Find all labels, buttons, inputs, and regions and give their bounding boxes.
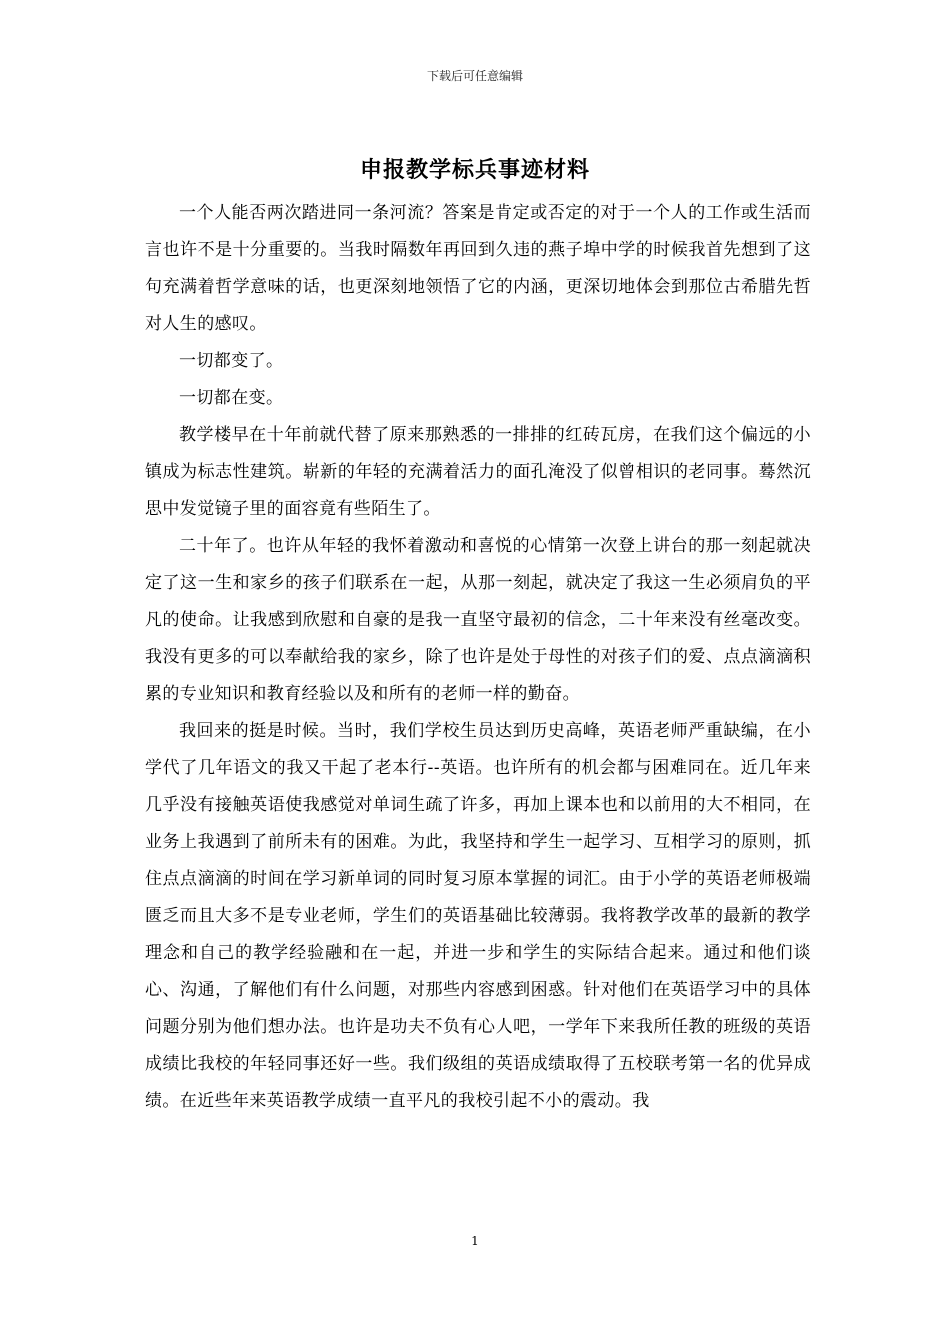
header-note: 下载后可任意编辑 [426,69,523,83]
page-number: 1 [471,1234,479,1248]
paragraph-2: 一切都变了。 [179,351,284,371]
document-body [145,195,811,1120]
paragraph-3: 一切都在变。 [179,388,284,408]
document-title: 申报教学标兵事迹材料 [359,157,590,183]
paragraph-5: 二十年了。也许从年轻的我怀着激动和喜悦的心情第一次登上讲台的那一刻起就决定了这一生和家乡的孩子们联系在一起，从那一刻起，就决定了我这一生必须肩负的平凡的使命。让我感到欣慰和自豪的是我一直坚守最初的信念，二十年来没有丝毫改变。我没有更多的可以奉献给我的家乡，除了也许是处于母性的对孩子们的爱、点点滴滴积累的专业知识和教育经验以及和所有的老师一样的勤奋。 [145,536,811,704]
paragraph-1: 一个人能否两次踏进同一条河流？答案是肯定或否定的对于一个人的工作或生活而言也许不是十分重要的。当我时隔数年再回到久违的燕子埠中学的时候我首先想到了这句充满着哲学意味的话，也更深刻地领悟了它的内涵，更深切地体会到那位古希腊先哲对人生的感叹。 [145,203,811,334]
paragraph-4: 教学楼早在十年前就代替了原来那熟悉的一排排的红砖瓦房，在我们这个偏远的小镇成为标志性建筑。崭新的年轻的充满着活力的面孔淹没了似曾相识的老同事。蓦然沉思中发觉镜子里的面容竟有些陌生了。 [145,425,811,519]
paragraph-6: 我回来的挺是时候。当时，我们学校生员达到历史高峰，英语老师严重缺编，在小学代了几年语文的我又干起了老本行--英语。也许所有的机会都与困难同在。近几年来几乎没有接触英语使我感觉对单词生疏了许多，再加上课本也和以前用的大不相同，在业务上我遇到了前所未有的困难。为此，我坚持和学生一起学习、互相学习的原则，抓住点点滴滴的时间在学习新单词的同时复习原本掌握的词汇。由于小学的英语老师极端匮乏而且大多不是专业老师，学生们的英语基础比较薄弱。我将教学改革的最新的教学理念和自己的教学经验融和在一起，并进一步和学生的实际结合起来。通过和他们谈心、沟通，了解他们有什么问题，对那些内容感到困惑。针对他们在英语学习中的具体问题分别为他们想办法。也许是功夫不负有心人吧，一学年下来我所任教的班级的英语成绩比我校的年轻同事还好一些。我们级组的英语成绩取得了五校联考第一名的优异成绩。在近些年来英语教学成绩一直平凡的我校引起不小的震动。我 [145,721,811,1111]
